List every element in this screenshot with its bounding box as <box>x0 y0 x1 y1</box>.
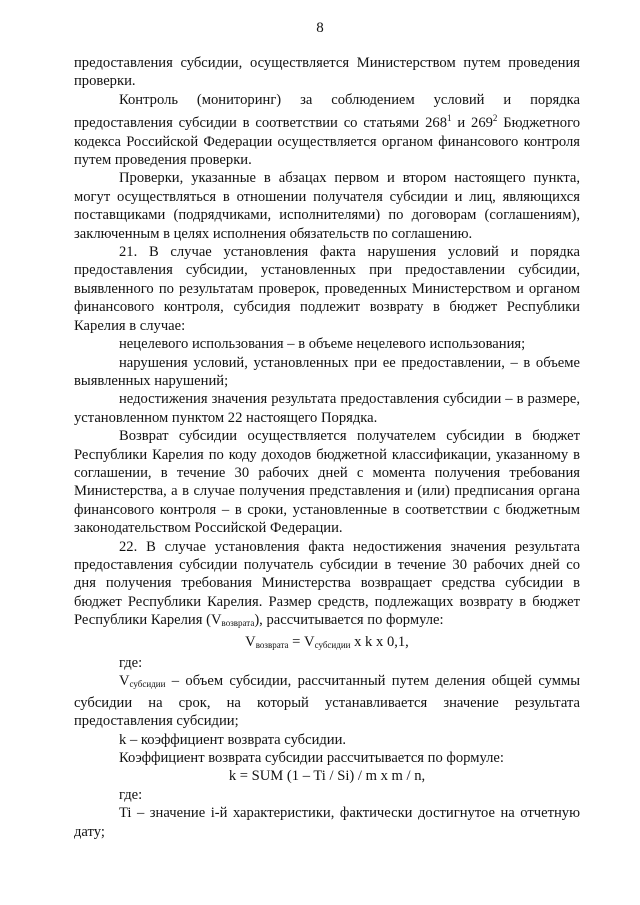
paragraph-11: k – коэффициент возврата субсидии. <box>119 731 347 748</box>
formula-coefficient: k = SUM (1 – Ti / Si) / m x m / n, <box>228 768 426 785</box>
paragraph-10-v: V <box>119 673 130 690</box>
where-label-1: где: <box>119 655 143 671</box>
paragraph-9-part-a: 22. В случае установления факта недостижения значения результата предоставления субсидии получатель субсидии в течение 30 рабочих дней со дня получения требования Министерства возвращает средства субсидии в бюджет Республики Карелия. Размер средств, подлежащих возврату в бюджет Республики Карелия (V <box>74 538 580 629</box>
paragraph-4: 21. В случае установления факта нарушения условий и порядка предоставления субсидии, установленных при предоставлении субсидии, выявленного по результатам проверок, проведенных Министерством и органом финансового контроля, субсидия подлежит возврату в бюджет Республики Карелия в случае: <box>74 244 580 334</box>
paragraph-9 <box>74 538 580 633</box>
paragraph-2-part-c: Бюджетного кодекса Российской Федерации осуществляется органом финансового контроля путем проведения проверки. <box>74 115 581 169</box>
formula-sub-vozvrata: возврата <box>255 639 289 650</box>
paragraph-7: недостижения значения результата предоставления субсидии – в размере, установленном пунктом 22 настоящего Порядка. <box>74 391 580 426</box>
document-body <box>74 54 580 841</box>
paragraph-12: Коэффициент возврата субсидии рассчитывается по формуле: <box>119 750 504 767</box>
paragraph-10-text: – объем субсидии, рассчитанный путем деления общей суммы субсидии на срок, на который устанавливается значение результата предоставления субсидии; <box>74 673 580 730</box>
formula-eq: = V <box>288 633 315 650</box>
formula-sub-subsidii: субсидии <box>314 639 351 650</box>
paragraph-10-sub: субсидии <box>129 679 166 690</box>
paragraph-5: нецелевого использования – в объеме нецелевого использования; <box>119 336 526 353</box>
paragraph-10 <box>74 672 580 730</box>
paragraph-2-part-a: Контроль (мониторинг) за соблюдением условий и порядка предоставления субсидии в соответствии со статьями 268 <box>74 91 580 132</box>
subscript-vozvrata: возврата <box>221 618 255 629</box>
paragraph-3: Проверки, указанные в абзацах первом и втором настоящего пункта, могут осуществляться в отношении получателя субсидии и лиц, являющихся поставщиками (подрядчиками, исполнителями) по договорам (соглашениям), заключенным в целях исполнения обязательств по соглашению. <box>74 170 580 242</box>
paragraph-1: предоставления субсидии, осуществляется Министерством путем проведения проверки. <box>74 55 580 90</box>
paragraph-6: нарушения условий, установленных при ее предоставлении, – в объеме выявленных нарушений; <box>74 354 580 389</box>
paragraph-13: Ti – значение i-й характеристики, фактически достигнутое на отчетную дату; <box>74 805 580 840</box>
formula-refund <box>74 633 580 654</box>
superscript-2: 2 <box>492 113 498 124</box>
superscript-1: 1 <box>447 113 452 124</box>
paragraph-8: Возврат субсидии осуществляется получателем субсидии в бюджет Республики Карелия по коду доходов бюджетной классификации, указанному в соглашении, в течение 30 рабочих дней с момента получения требования Министерства, а в случае получения представления и (или) предписания органа финансового контроля – в сроки, установленные в соответствии с бюджетным законодательством Российской Федерации. <box>74 428 580 537</box>
paragraph-2 <box>74 91 580 170</box>
formula-rest: x k x 0,1, <box>350 633 409 650</box>
page-number: 8 <box>316 20 324 36</box>
paragraph-9-part-b: ), рассчитывается по формуле: <box>254 612 444 629</box>
where-label-2: где: <box>119 786 143 803</box>
paragraph-2-part-b: и 269 <box>451 115 493 132</box>
formula-v: V <box>245 633 256 650</box>
